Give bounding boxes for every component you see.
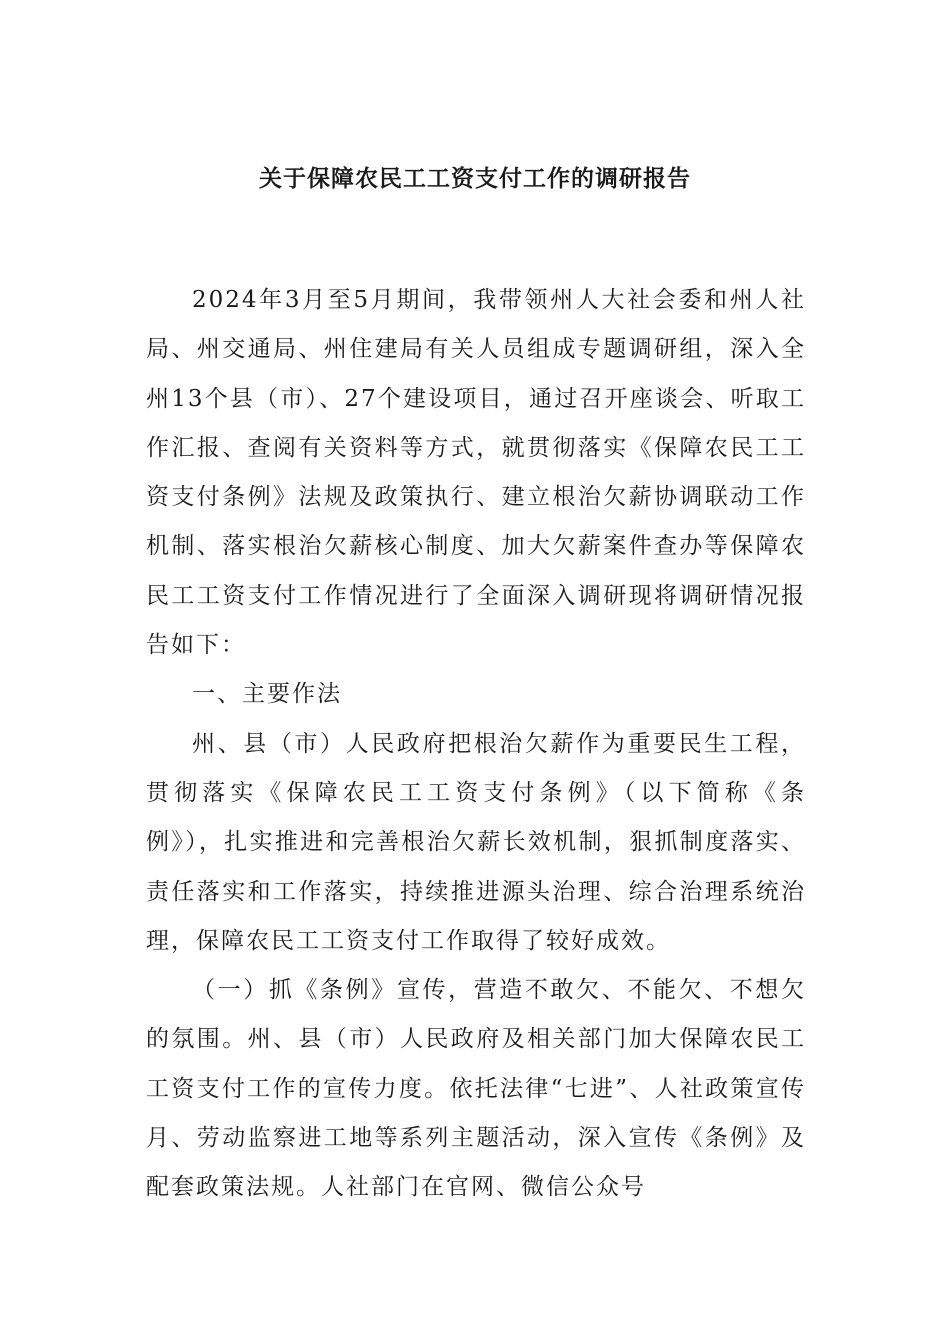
subsection-paragraph: （一）抓《条例》宣传，营造不敢欠、不能欠、不想欠的氛围。州、县（市）人民政府及相关部门加大保障农民工工资支付工作的宣传力度。依托法律“七进”、人社政策宣传月、劳动监察进工地等系列主题活动，深入宣传《条例》及配套政策法规。人社部门在官网、微信公众号	[146, 977, 806, 1201]
intro-paragraph: 2024年3月至5月期间，我带领州人大社会委和州人社局、州交通局、州住建局有关人员组成专题调研组，深入全州13个县（市）、27个建设项目，通过召开座谈会、听取工作汇报、查阅有关资料等方式，就贯彻落实《保障农民工工资支付条例》法规及政策执行、建立根治欠薪协调联动工作机制、落实根治欠薪核心制度、加大欠薪案件查办等保障农民工工资支付工作情况进行了全面深入调研现将调研情况报告如下：	[146, 287, 806, 659]
document-title: 关于保障农民工工资支付工作的调研报告	[259, 166, 691, 192]
document-body	[146, 276, 806, 1213]
section-heading-main-practices: 一、主要作法	[192, 681, 342, 708]
section-paragraph: 州、县（市）人民政府把根治欠薪作为重要民生工程，贯彻落实《保障农民工工资支付条例》（以下简称《条例》），扎实推进和完善根治欠薪长效机制，狠抓制度落实、责任落实和工作落实，持续推进源头治理、综合治理系统治理，保障农民工工资支付工作取得了较好成效。	[146, 730, 806, 954]
